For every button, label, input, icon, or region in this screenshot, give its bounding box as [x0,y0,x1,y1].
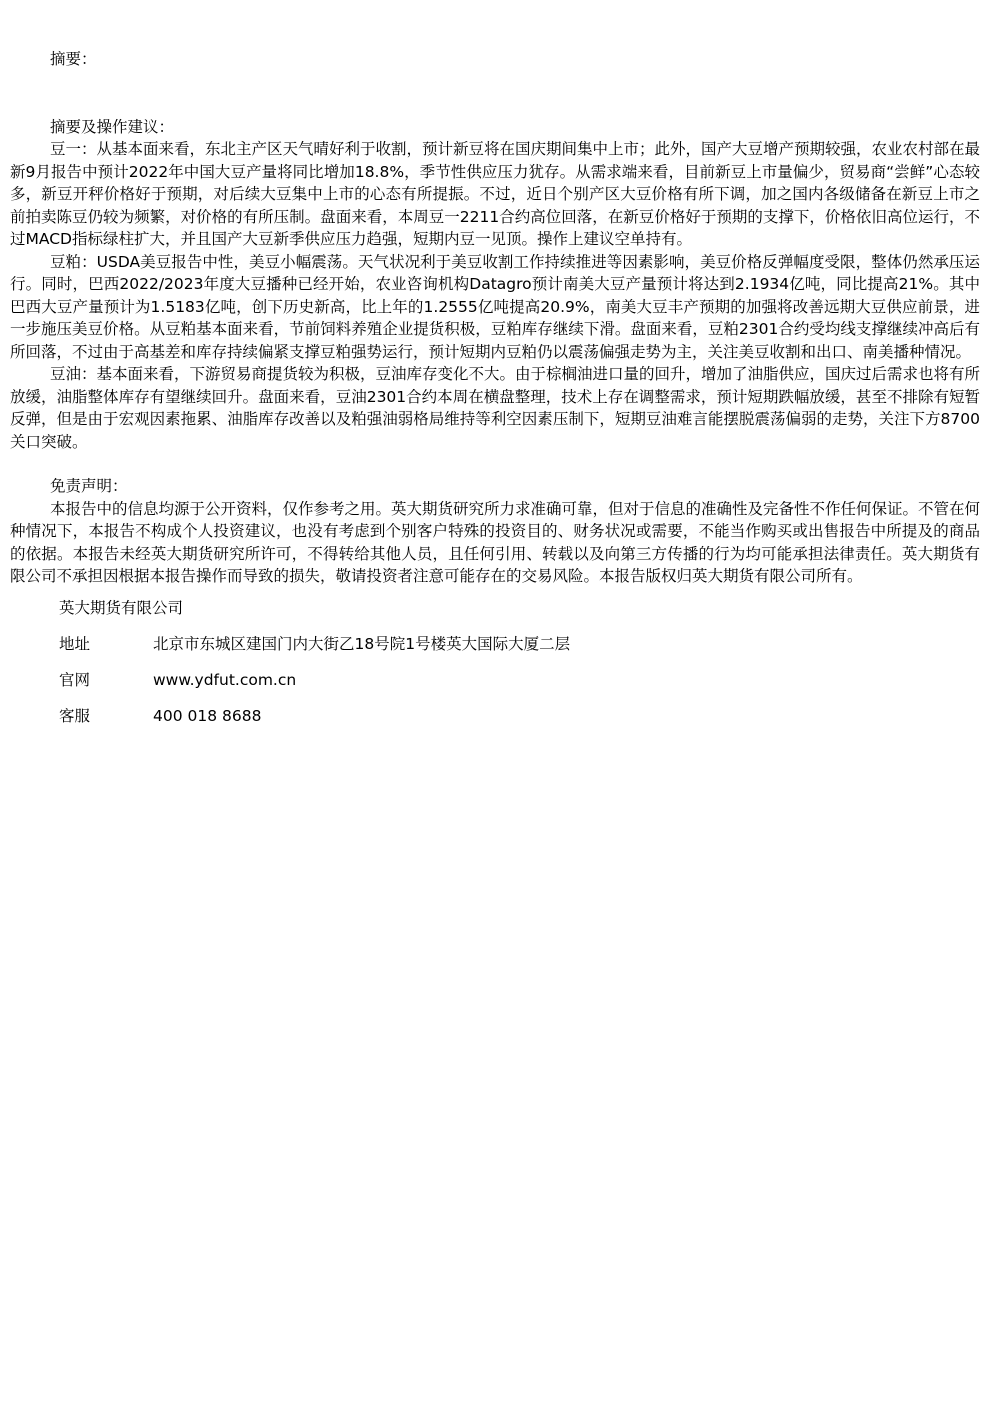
website-value: www.ydfut.com.cn [153,670,297,689]
service-label: 客服 [59,706,91,725]
spacer [10,71,980,116]
address-row [59,632,980,654]
website-label: 官网 [59,670,91,689]
disclaimer-heading: 免责声明： [50,477,128,495]
paragraph-soybean-oil: 豆油：基本面来看，下游贸易商提货较为积极，豆油库存变化不大。由于棕榈油进口量的回升，增加了油脂供应，国庆过后需求也将有所放缓，油脂整体库存有望继续回升。盘面来看，豆油2301合约本周在横盘整理，技术上存在调整需求，预计短期跌幅放缓，甚至不排除有短暂反弹，但是由于宏观因素拖累、油脂库存改善以及粕强油弱格局维持等利空因素压制下，短期豆油难言能摆脱震荡偏弱的走势，关注下方8700关口突破。 [10,365,981,451]
service-value: 400 018 8688 [153,706,262,725]
paragraph-soybean-meal: 豆粕：USDA美豆报告中性，美豆小幅震荡。天气状况利于美豆收割工作持续推进等因素影响，美豆价格反弹幅度受限，整体仍然承压运行。同时，巴西2022/2023年度大豆播种已经开始，农业咨询机构Datagro预计南美大豆产量预计将达到2.1934亿吨，同比提高21%。其中巴西大豆产量预计为1.5183亿吨，创下历史新高，比上年的1.2555亿吨提高20.9%，南美大豆丰产预期的加强将改善远期大豆供应前景，进一步施压美豆价格。从豆粕基本面来看，节前饲料养殖企业提货积极，豆粕库存继续下滑。盘面来看，豆粕2301合约受均线支撑继续冲高后有所回落，不过由于高基差和库存持续偏紧支撑豆粕强势运行，预计短期内豆粕仍以震荡偏强走势为主，关注美豆收割和出口、南美播种情况。 [10,252,980,361]
website-row [59,668,980,690]
summary-heading: 摘要： [50,50,97,68]
paragraph-soybean-one: 豆一：从基本面来看，东北主产区天气晴好利于收割，预计新豆将在国庆期间集中上市；此外，国产大豆增产预期较强，农业农村部在最新9月报告中预计2022年中国大豆产量将同比增加18.8%，季节性供应压力犹存。从需求端来看，目前新豆上市量偏少，贸易商“尝鲜”心态较多，新豆开秤价格好于预期，对后续大豆集中上市的心态有所提振。不过，近日个别产区大豆价格有所下调，加之国内各级储备在新豆上市之前拍卖陈豆仍较为频繁，对价格的有所压制。盘面来看，本周豆一2211合约高位回落，在新豆价格好于预期的支撑下，价格依旧高位运行，不过MACD指标绿柱扩大，并且国产大豆新季供应压力趋强，短期内豆一见顶。操作上建议空单持有。 [10,140,981,248]
report-page [10,48,980,740]
spacer [10,453,980,475]
disclaimer-body: 本报告中的信息均源于公开资料，仅作参考之用。英大期货研究所力求准确可靠，但对于信息的准确性及完备性不作任何保证。不管在何种情况下，本报告不构成个人投资建议，也没有考虑到个别客户特殊的投资目的、财务状况或需要，不能当作购买或出售报告中所提及的商品的依据。本报告未经英大期货研究所许可，不得转给其他人员，且任何引用、转载以及向第三方传播的行为均可能承担法律责任。英大期货有限公司不承担因根据本报告操作而导致的损失，敬请投资者注意可能存在的交易风险。本报告版权归英大期货有限公司所有。 [10,499,981,585]
address-label: 地址 [59,634,91,653]
address-value: 北京市东城区建国门内大街乙18号院1号楼英大国际大厦二层 [153,634,571,653]
company-info [10,597,980,726]
company-name: 英大期货有限公司 [59,598,184,617]
service-row [59,704,980,726]
summary-ops-heading: 摘要及操作建议： [50,117,175,136]
